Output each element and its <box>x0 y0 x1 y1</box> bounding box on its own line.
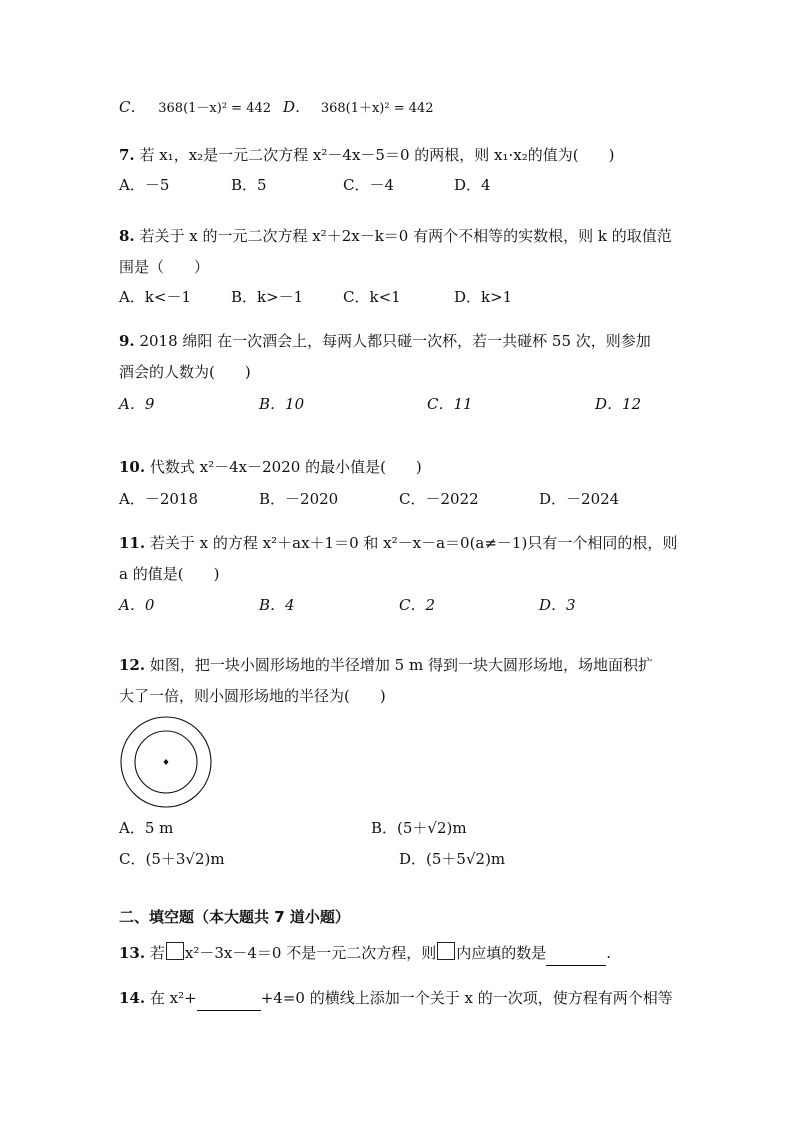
q9-option-d: D．12 <box>595 395 642 413</box>
question-number: 11. <box>119 534 146 552</box>
section-2-heading: 二、填空题（本大题共 7 道小题） <box>119 908 350 926</box>
q12-option-b: B．(5＋√2)m <box>371 819 467 837</box>
question-number: 13. <box>119 944 146 962</box>
q7-option-b: B．5 <box>231 176 267 194</box>
question-number: 12. <box>119 656 146 674</box>
question-8 <box>119 226 672 246</box>
question-text: 若 x₁，x₂是一元二次方程 x²－4x－5＝0 的两根，则 x₁·x₂的值为( ) <box>139 146 615 164</box>
question-text-mid: x²－3x－4＝0 不是一元二次方程，则 <box>184 944 437 962</box>
question-text: 若关于 x 的一元二次方程 x²＋2x－k＝0 有两个不相等的实数根，则 k 的取值范 <box>139 227 672 245</box>
question-text-post: 内应填的数是 <box>456 944 547 962</box>
square-box <box>166 942 184 960</box>
question-11 <box>119 533 677 553</box>
question-12-cont: 大了一倍，则小圆形场地的半径为( ) <box>119 687 386 705</box>
question-13 <box>119 942 611 966</box>
q9-option-b: B．10 <box>259 395 305 413</box>
question-text: 若 <box>149 944 165 962</box>
answer-blank[interactable] <box>197 990 261 1011</box>
center-point <box>164 759 169 765</box>
q7-option-c: C．－4 <box>343 176 395 194</box>
q9-option-c: C．11 <box>427 395 473 413</box>
question-text: 在 x²+ <box>149 989 197 1007</box>
q10-option-a: A．－2018 <box>119 490 199 508</box>
q7-option-d: D．4 <box>454 176 491 194</box>
q6-option-d-label: D． <box>283 98 311 116</box>
q11-option-b: B．4 <box>259 596 295 614</box>
question-text: 如图，把一块小圆形场地的半径增加 5 m 得到一块大圆形场地，场地面积扩 <box>149 656 653 674</box>
question-text-end: . <box>606 944 612 962</box>
question-number: 8. <box>119 227 135 245</box>
question-text-post: +4=0 的横线上添加一个关于 x 的一次项，使方程有两个相等 <box>260 989 673 1007</box>
q11-option-c: C．2 <box>399 596 436 614</box>
q8-option-c: C．k<1 <box>343 288 401 306</box>
question-9-cont: 酒会的人数为( ) <box>119 363 251 381</box>
q6-option-c-label: C． <box>119 98 146 116</box>
q8-option-a: A．k<－1 <box>119 288 192 306</box>
q8-option-d: D．k>1 <box>454 288 513 306</box>
question-14 <box>119 988 673 1011</box>
q11-option-d: D．3 <box>539 596 576 614</box>
answer-blank[interactable] <box>546 945 606 966</box>
q10-option-b: B．－2020 <box>259 490 339 508</box>
q12-option-c: C．(5＋3√2)m <box>119 850 225 868</box>
question-9 <box>119 331 651 351</box>
question-text: 2018 绵阳 在一次酒会上，每两人都只碰一次杯，若一共碰杯 55 次，则参加 <box>139 332 651 350</box>
question-10 <box>119 457 422 477</box>
q8-option-b: B．k>－1 <box>231 288 304 306</box>
q12-option-d: D．(5＋5√2)m <box>399 850 506 868</box>
q6-option-d-text: 368(1＋x)² = 442 <box>320 101 434 116</box>
question-11-cont: a 的值是( ) <box>119 565 220 583</box>
question-text: 代数式 x²－4x－2020 的最小值是( ) <box>149 458 422 476</box>
square-box <box>437 942 455 960</box>
question-12 <box>119 655 653 675</box>
question-8-cont: 围是（ ） <box>119 258 210 276</box>
question-number: 7. <box>119 146 135 164</box>
concentric-circles-figure <box>119 716 215 808</box>
q6-option-d <box>283 97 434 119</box>
q9-option-a: A．9 <box>119 395 155 413</box>
q11-option-a: A．0 <box>119 596 155 614</box>
q6-option-c <box>119 97 271 119</box>
question-number: 9. <box>119 332 135 350</box>
question-number: 14. <box>119 989 146 1007</box>
q10-option-d: D．－2024 <box>539 490 620 508</box>
question-number: 10. <box>119 458 146 476</box>
q12-option-a: A．5 m <box>119 819 174 837</box>
question-7 <box>119 145 614 165</box>
q10-option-c: C．－2022 <box>399 490 479 508</box>
q6-option-c-text: 368(1－x)² = 442 <box>158 101 272 116</box>
q7-option-a: A．－5 <box>119 176 170 194</box>
question-text: 若关于 x 的方程 x²＋ax＋1＝0 和 x²－x－a＝0(a≠－1)只有一个相同的根，则 <box>149 534 678 552</box>
